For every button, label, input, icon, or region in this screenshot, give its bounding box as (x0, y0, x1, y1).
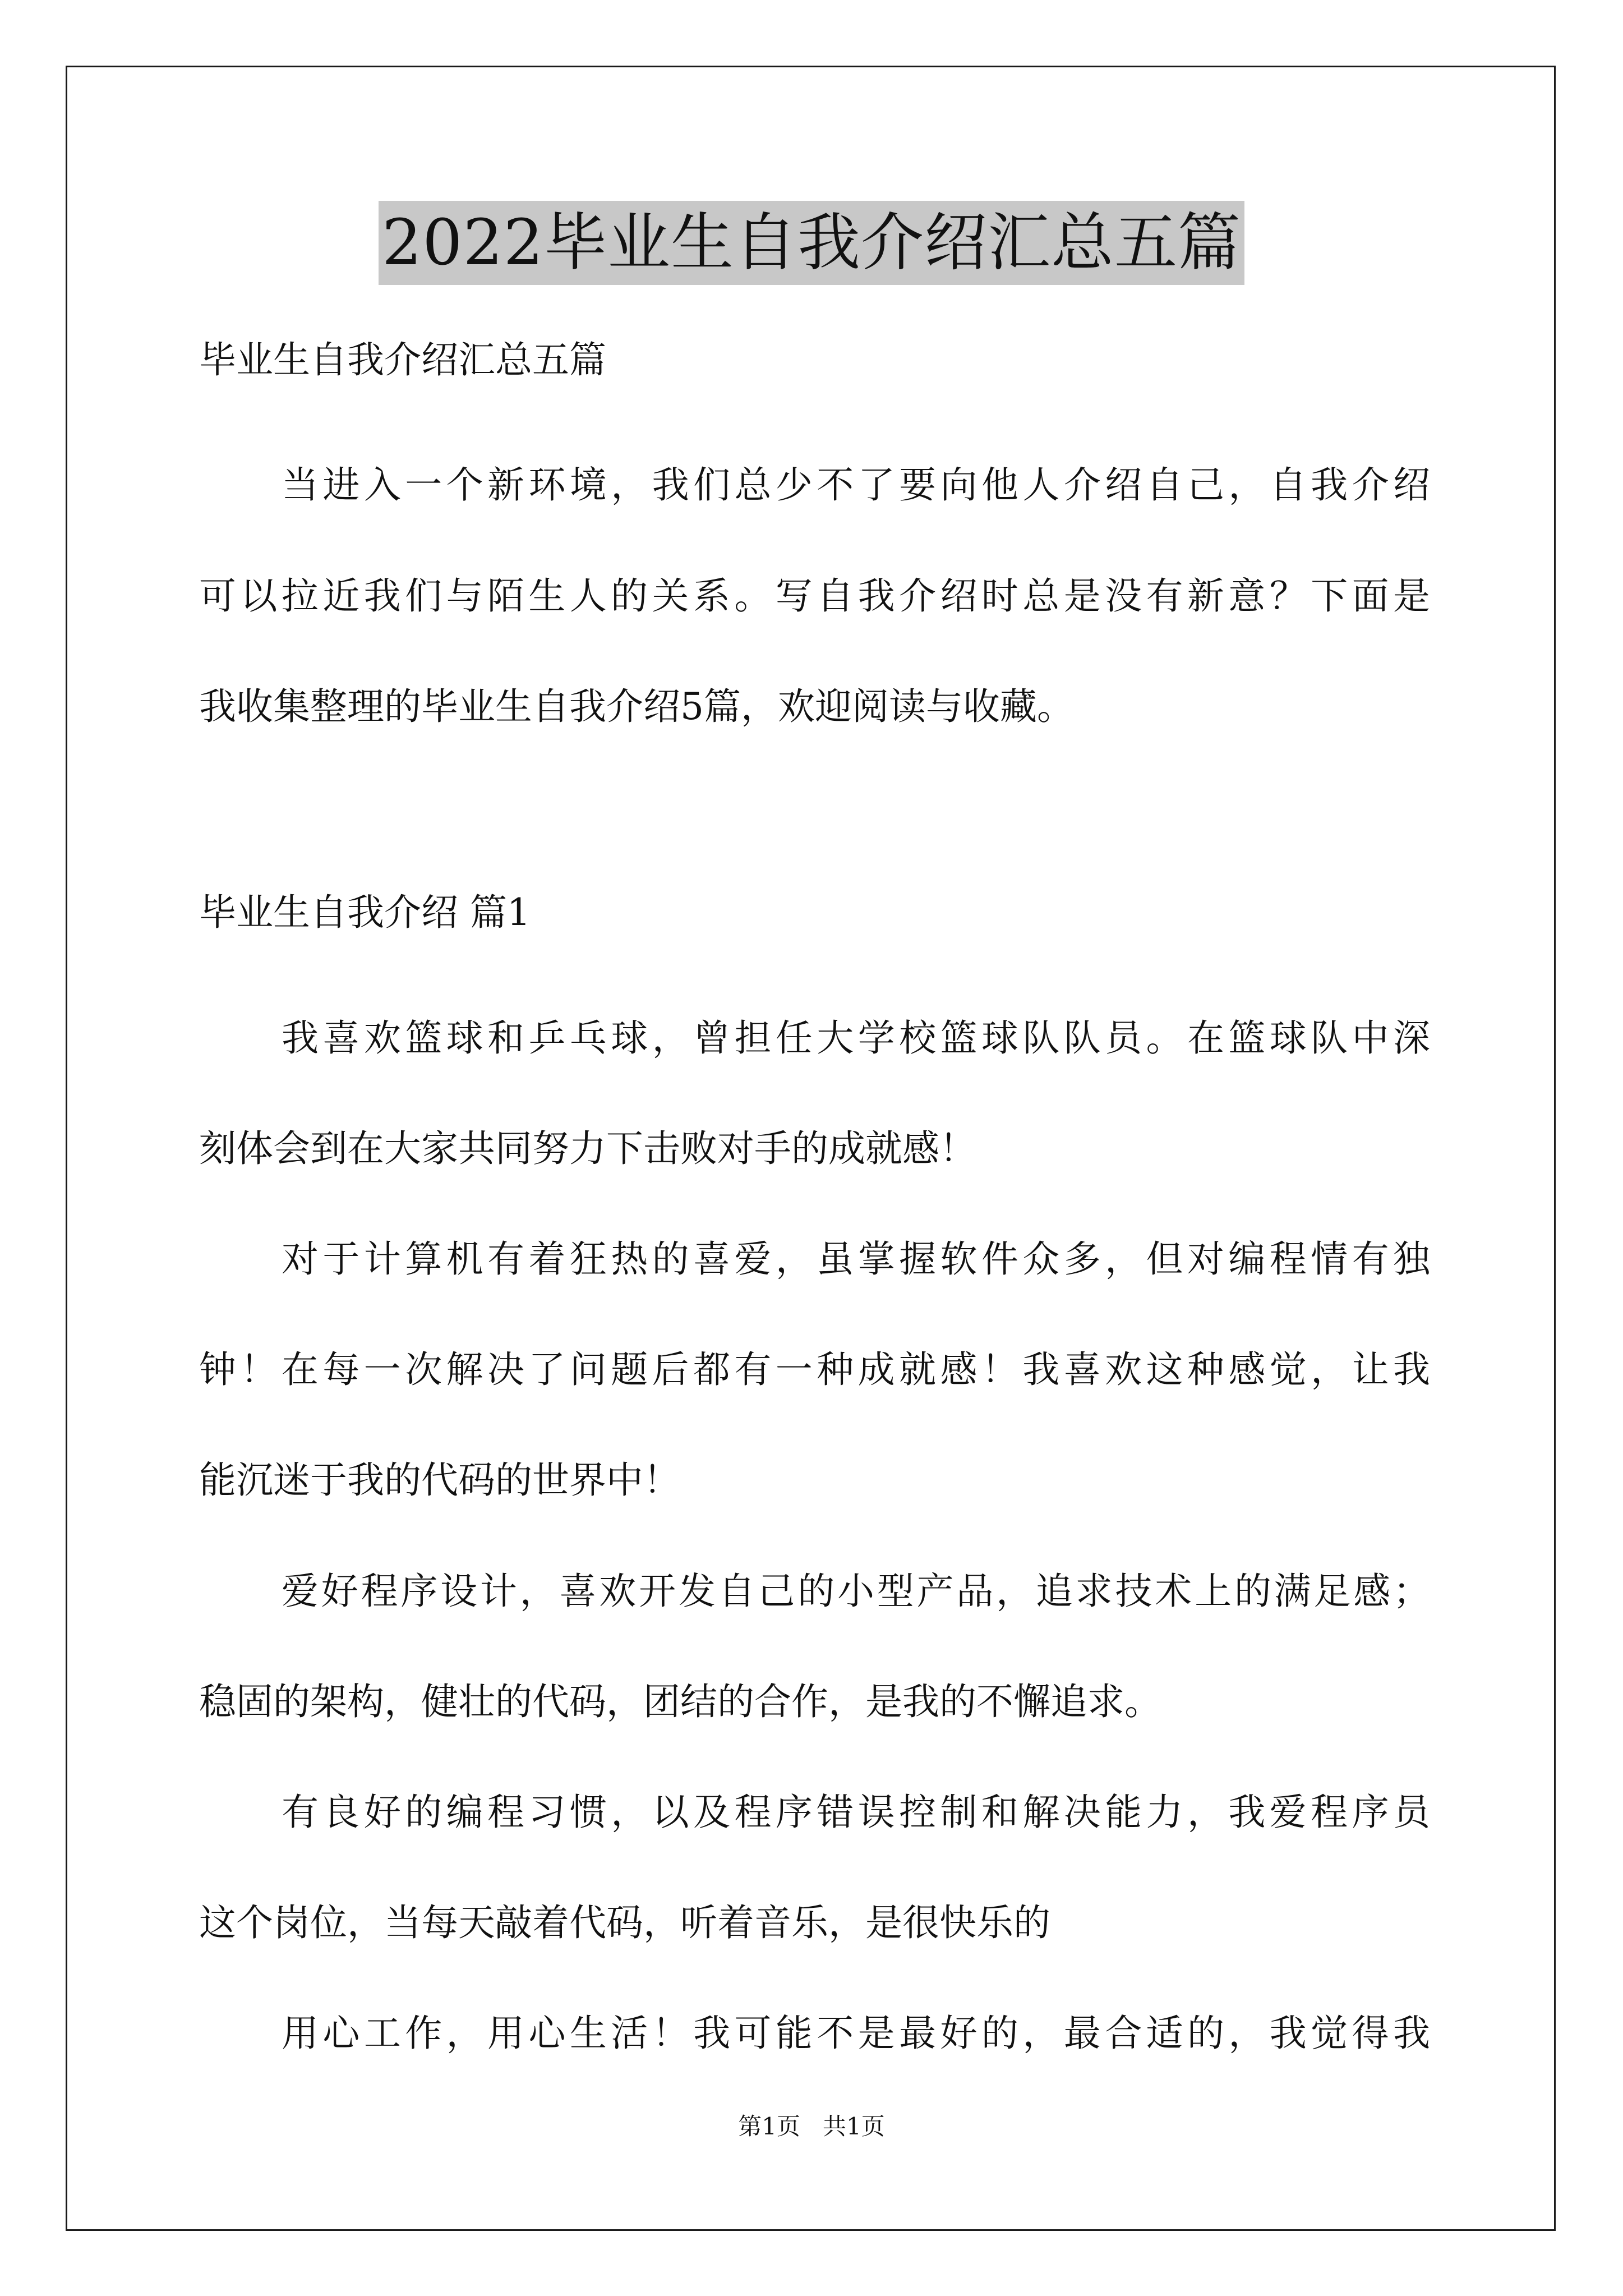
page-footer: 第1页 共1页 (738, 2113, 885, 2140)
section-heading-intro: 毕业生自我介绍汇总五篇 (199, 338, 606, 381)
paragraph-line: 有良好的编程习惯，以及程序错误控制和解决能力，我爱程序员 (282, 1791, 1430, 1834)
paragraph-line: 这个岗位，当每天敲着代码，听着音乐，是很快乐的 (199, 1901, 1050, 1944)
paragraph-line: 当进入一个新环境，我们总少不了要向他人介绍自己，自我介绍 (282, 463, 1430, 507)
paragraph-line: 爱好程序设计，喜欢开发自己的小型产品，追求技术上的满足感； (282, 1570, 1430, 1613)
paragraph-line: 可以拉近我们与陌生人的关系。写自我介绍时总是没有新意？下面是 (199, 574, 1430, 618)
section-heading-part-1: 毕业生自我介绍 篇1 (199, 891, 531, 934)
document-title: 2022毕业生自我介绍汇总五篇 (379, 201, 1244, 285)
paragraph-line: 钟！在每一次解决了问题后都有一种成就感！我喜欢这种感觉，让我 (199, 1348, 1430, 1391)
paragraph-line: 用心工作，用心生活！我可能不是最好的，最合适的，我觉得我 (282, 2012, 1430, 2055)
title-container (0, 201, 1623, 285)
paragraph-line: 我喜欢篮球和乒乓球，曾担任大学校篮球队队员。在篮球队中深 (282, 1016, 1430, 1060)
paragraph-line: 稳固的架构，健壮的代码，团结的合作，是我的不懈追求。 (199, 1680, 1161, 1723)
paragraph-line: 对于计算机有着狂热的喜爱，虽掌握软件众多，但对编程情有独 (282, 1237, 1430, 1281)
paragraph-line: 我收集整理的毕业生自我介绍5篇，欢迎阅读与收藏。 (199, 685, 1074, 728)
paragraph-line: 能沉迷于我的代码的世界中！ (199, 1458, 680, 1502)
paragraph-line: 刻体会到在大家共同努力下击败对手的成就感！ (199, 1127, 976, 1170)
